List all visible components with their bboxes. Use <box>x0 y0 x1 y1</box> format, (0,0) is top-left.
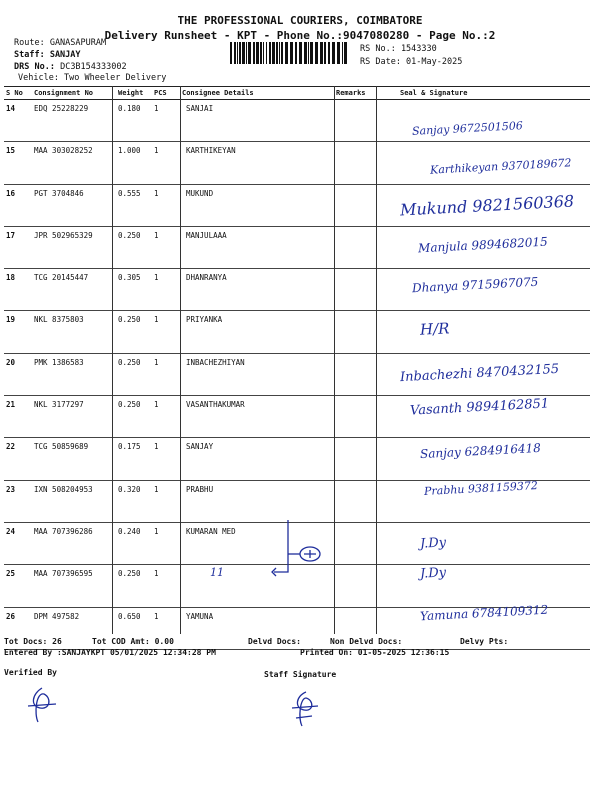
weight-value: 0.305 <box>116 269 152 311</box>
handwritten-signature: Dhanya 9715967075 <box>411 274 539 296</box>
weight-value: 0.650 <box>116 607 152 649</box>
rs-number: RS No.: 1543330 <box>360 44 437 54</box>
weight-value: 0.250 <box>116 353 152 395</box>
handwritten-signature: Mukund 9821560368 <box>399 191 575 220</box>
weight-value: 0.250 <box>116 226 152 268</box>
divider-line <box>180 86 181 634</box>
entered-by: Entered By :SANJAYKPT 05/01/2025 12:34:28 PM <box>4 648 216 657</box>
remarks-cell <box>334 480 376 522</box>
serial-number: 19 <box>4 311 32 353</box>
handwritten-signature: J.Dy <box>419 535 447 552</box>
handwritten-signature: H/R <box>419 319 450 339</box>
consignee-name: PRIYANKA <box>180 311 334 353</box>
weight-value: 0.320 <box>116 480 152 522</box>
consignment-number: MAA 303028252 <box>32 142 116 184</box>
serial-number: 16 <box>4 184 32 226</box>
consignment-number: NKL 3177297 <box>32 396 116 438</box>
remarks-cell <box>334 269 376 311</box>
remarks-cell <box>334 311 376 353</box>
pieces-count: 1 <box>152 269 180 311</box>
serial-number: 23 <box>4 480 32 522</box>
pieces-count: 1 <box>152 480 180 522</box>
pieces-count: 1 <box>152 438 180 480</box>
consignee-name: KARTHIKEYAN <box>180 142 334 184</box>
serial-number: 22 <box>4 438 32 480</box>
consignment-number: DPM 497582 <box>32 607 116 649</box>
non-delivered-docs: Non Delvd Docs: <box>330 637 403 646</box>
verified-by-label: Verified By <box>4 668 57 677</box>
divider-line <box>112 86 113 634</box>
drs-number <box>14 62 127 72</box>
consignee-name: MANJULAAA <box>180 226 334 268</box>
weight-value: 0.180 <box>116 100 152 142</box>
drs-label: DRS No.: <box>14 62 55 72</box>
remarks-cell <box>334 522 376 564</box>
handwritten-signature: J.Dy <box>419 565 447 582</box>
consignee-name: INBACHEZHIYAN <box>180 353 334 395</box>
remarks-cell <box>334 396 376 438</box>
serial-number: 26 <box>4 607 32 649</box>
table-row <box>4 311 590 353</box>
drs-value: DC3B154333002 <box>60 62 127 72</box>
handwritten-signature: Yamuna 6784109312 <box>419 602 549 624</box>
weight-value: 0.250 <box>116 396 152 438</box>
table-header <box>4 87 590 100</box>
pieces-count: 1 <box>152 522 180 564</box>
route-label: Route: GANASAPURAM <box>14 38 107 48</box>
pieces-count: 1 <box>152 184 180 226</box>
pieces-count: 1 <box>152 607 180 649</box>
handwritten-signature: Inbachezhi 8470432155 <box>399 361 560 386</box>
col-consignment: Consignment No <box>32 87 116 100</box>
consignment-number: MAA 707396595 <box>32 565 116 607</box>
runsheet-title: Delivery Runsheet - KPT - Phone No.:9047080280 - Page No.:2 <box>104 29 496 42</box>
printed-on: Printed On: 01-05-2025 12:36:15 <box>300 648 450 657</box>
col-consignee: Consignee Details <box>180 87 334 100</box>
remarks-cell <box>334 184 376 226</box>
weight-value: 0.555 <box>116 184 152 226</box>
handwritten-signature: Prabhu 9381159372 <box>423 479 539 498</box>
verifier-initials-signature <box>22 684 62 726</box>
delivered-docs: Delvd Docs: <box>248 637 301 646</box>
vehicle-label: Vehicle: Two Wheeler Delivery <box>18 73 167 83</box>
pieces-count: 1 <box>152 565 180 607</box>
consignee-name: PRABHU <box>180 480 334 522</box>
consignee-name: KUMARAN MED <box>180 522 334 564</box>
consignee-name: VASANTHAKUMAR <box>180 396 334 438</box>
handwritten-signature: Sanjay 9672501506 <box>411 119 524 138</box>
pieces-count: 1 <box>152 226 180 268</box>
consignment-number: EDQ 25228229 <box>32 100 116 142</box>
col-sno: S No <box>4 87 32 100</box>
consignment-number: TCG 20145447 <box>32 269 116 311</box>
consignment-number: PGT 3704846 <box>32 184 116 226</box>
consignment-number: PMK 1386583 <box>32 353 116 395</box>
consignee-name: SANJAY <box>180 438 334 480</box>
consignee-name: YAMUNA <box>180 607 334 649</box>
pieces-count: 1 <box>152 100 180 142</box>
pieces-count: 1 <box>152 311 180 353</box>
consignment-number: NKL 8375803 <box>32 311 116 353</box>
seal-signature-cell <box>376 522 590 564</box>
divider-line <box>334 86 335 634</box>
seal-signature-cell <box>376 565 590 607</box>
consignment-number: TCG 50859689 <box>32 438 116 480</box>
handwritten-signature: Karthikeyan 9370189672 <box>429 156 572 177</box>
weight-value: 0.250 <box>116 311 152 353</box>
consignee-name: DHANRANYA <box>180 269 334 311</box>
company-name: THE PROFESSIONAL COURIERS, COIMBATORE <box>177 14 423 27</box>
staff-signature-label: Staff Signature <box>264 670 337 679</box>
consignment-number: IXN 508204953 <box>32 480 116 522</box>
handwritten-signature: Sanjay 6284916418 <box>419 440 542 462</box>
handwritten-signature: Manjula 9894682015 <box>417 234 549 256</box>
col-pcs: PCS <box>152 87 180 100</box>
consignee-name: MUKUND <box>180 184 334 226</box>
remarks-cell <box>334 353 376 395</box>
remarks-cell <box>334 438 376 480</box>
remarks-cell <box>334 142 376 184</box>
delivery-points: Delvy Pts: <box>460 637 509 646</box>
remarks-cell <box>334 100 376 142</box>
divider-line <box>376 86 377 634</box>
col-seal-signature: Seal & Signature <box>376 87 590 100</box>
weight-value: 0.250 <box>116 565 152 607</box>
serial-number: 18 <box>4 269 32 311</box>
serial-number: 17 <box>4 226 32 268</box>
consignment-number: JPR 502965329 <box>32 226 116 268</box>
handwritten-signature: Vasanth 9894162851 <box>409 396 550 419</box>
serial-number: 21 <box>4 396 32 438</box>
col-weight: Weight <box>116 87 152 100</box>
serial-number: 14 <box>4 100 32 142</box>
pieces-count: 1 <box>152 142 180 184</box>
remarks-cell <box>334 565 376 607</box>
staff-label: Staff: SANJAY <box>14 50 81 60</box>
weight-value: 0.240 <box>116 522 152 564</box>
serial-number: 15 <box>4 142 32 184</box>
weight-value: 1.000 <box>116 142 152 184</box>
weight-value: 0.175 <box>116 438 152 480</box>
consignment-number: MAA 707396286 <box>32 522 116 564</box>
staff-initials-signature <box>284 688 324 730</box>
col-remarks: Remarks <box>334 87 376 100</box>
serial-number: 20 <box>4 353 32 395</box>
remarks-cell <box>334 226 376 268</box>
total-docs: Tot Docs: 26 <box>4 637 62 646</box>
barcode-image <box>228 42 352 64</box>
pieces-count: 1 <box>152 353 180 395</box>
pieces-count: 1 <box>152 396 180 438</box>
total-cod-amount: Tot COD Amt: 0.00 <box>92 637 174 646</box>
consignee-name: SANJAI <box>180 100 334 142</box>
row-25-pen-mark: 11 <box>210 566 224 579</box>
rs-date: RS Date: 01-May-2025 <box>360 57 463 67</box>
seal-signature-cell <box>376 311 590 353</box>
serial-number: 25 <box>4 565 32 607</box>
serial-number: 24 <box>4 522 32 564</box>
